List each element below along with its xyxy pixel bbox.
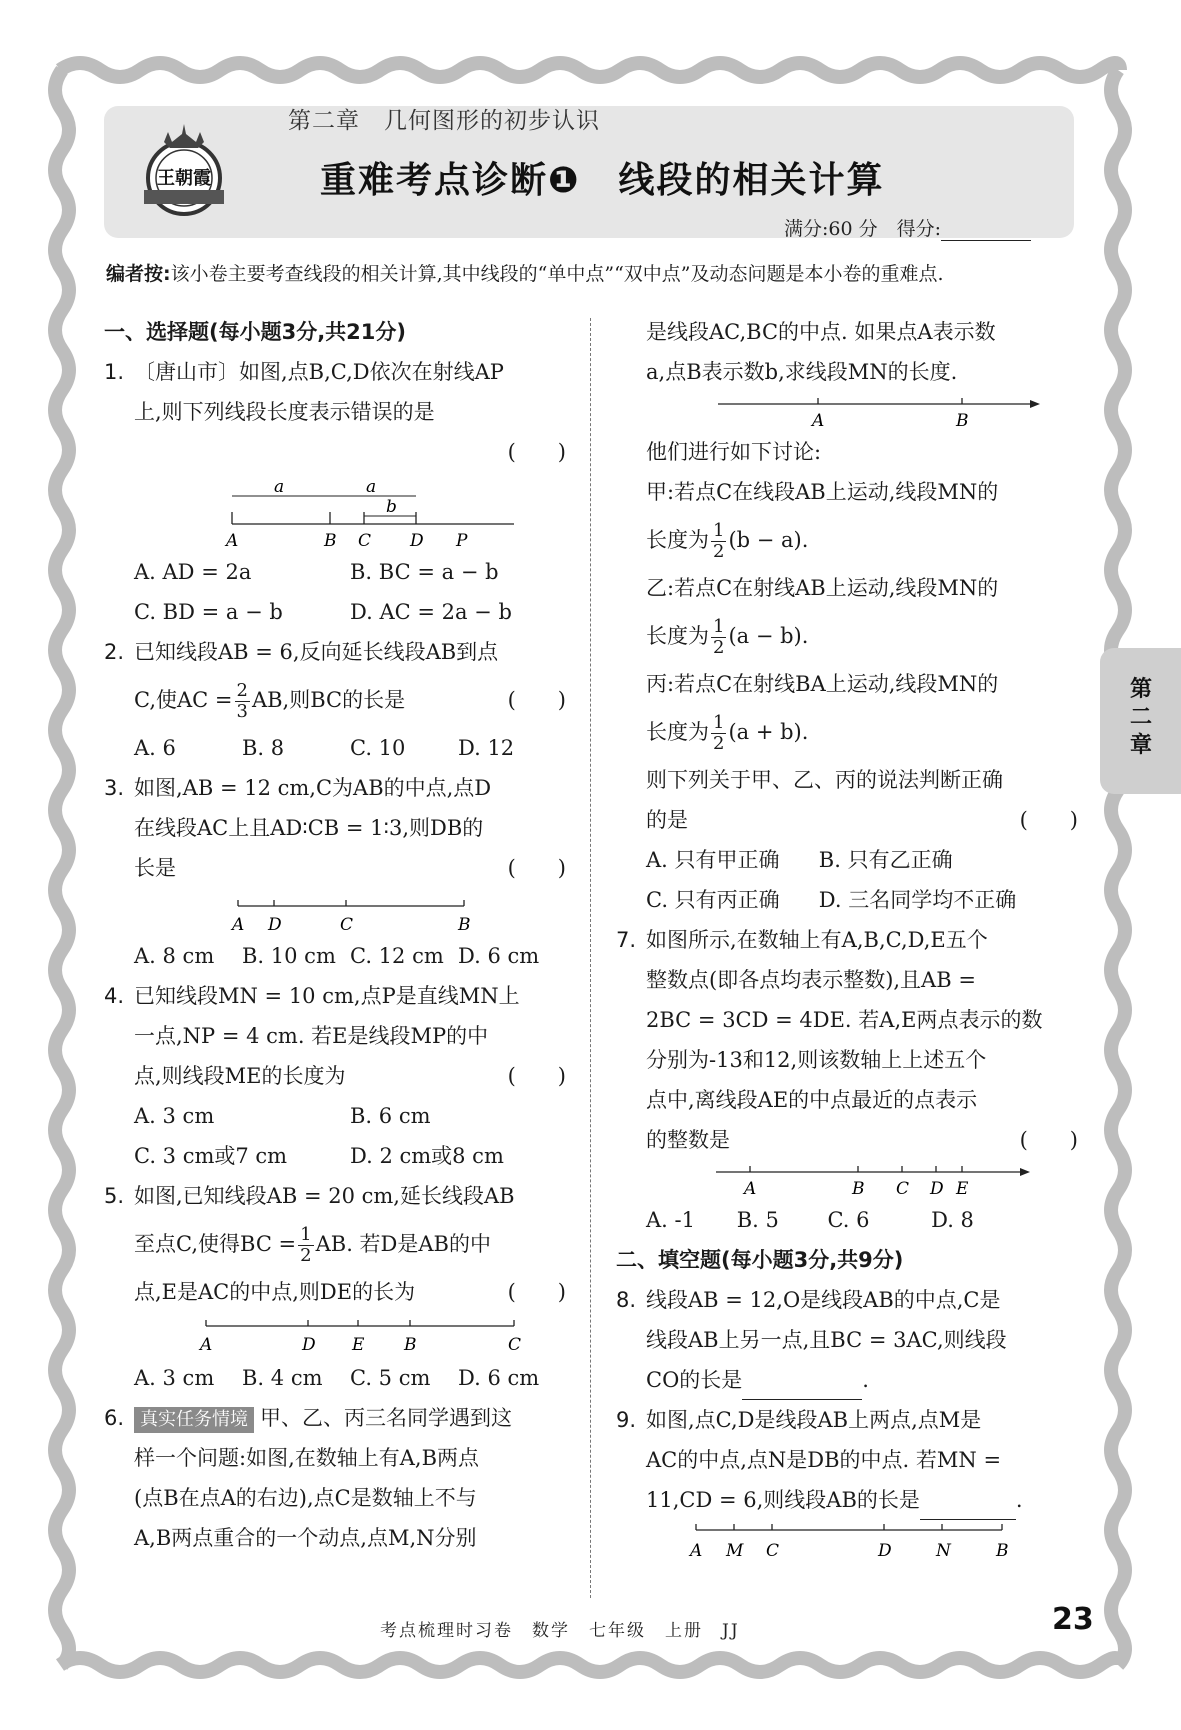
q9-answer-blank[interactable] [920,1497,1016,1520]
left-column [104,312,566,1558]
q3-stem: 长是 [134,856,176,880]
q5-label: D [302,1335,316,1355]
q1-label: C [358,531,372,551]
q1-mark: b [386,497,397,517]
q5-label: C [508,1335,522,1355]
q8-stem-line [646,1360,1078,1400]
q9-stem: . [1015,1488,1023,1512]
q7-number-line [646,1160,1078,1200]
q6-bing: (a + b). [728,720,809,744]
q3-options [134,936,566,976]
option-b[interactable]: B. 8 [242,736,285,760]
q7-stem: 如图所示,在数轴上有A,B,C,D,E五个 [646,928,988,952]
option-c[interactable]: C. 10 [350,736,406,760]
option-c[interactable]: C. 12 cm [350,944,444,968]
q1-label: P [456,531,468,551]
option-b[interactable]: B. BC = a − b [350,560,499,584]
chapter-side-tab [1100,648,1181,794]
q3-answer-paren[interactable]: ( ) [507,856,566,880]
q5-figure [134,1312,566,1358]
q7-stem: 点中,离线段AE的中点最近的点表示 [646,1088,978,1112]
question-3 [104,768,566,976]
q6-jia-line [646,512,1078,568]
fraction [235,681,250,722]
option-a[interactable]: A. AD = 2a [134,560,252,584]
q4-stem: 一点,NP = 4 cm. 若E是线段MP的中 [134,1024,489,1048]
q9-stem: AC的中点,点N是DB的中点. 若MN = [646,1448,1002,1472]
q6-jia: 长度为 [646,528,709,552]
editor-note-text: 该小卷主要考查线段的相关计算,其中线段的“单中点”“双中点”及动态问题是本小卷的重难点. [170,263,944,285]
fraction [298,1225,313,1266]
q2-stem: C,使AC = [134,688,233,712]
q1-label: D [410,531,424,551]
q5-label: B [404,1335,417,1355]
q7-stem: 2BC = 3CD = 4DE. 若A,E两点表示的数 [646,1008,1043,1032]
q1-stem: 上,则下列线段长度表示错误的是 [134,400,435,424]
q6-yi: 乙:若点C在射线AB上运动,线段MN的 [646,576,999,600]
q7-label: A [744,1179,757,1199]
fraction-numerator: 1 [713,712,725,733]
option-b[interactable]: B. 4 cm [242,1366,323,1390]
q6-jia: (b − a). [728,528,809,552]
score-line [784,214,1031,241]
fraction-denominator: 2 [713,541,725,562]
q6-bing-line [646,704,1078,760]
q6-label: A [812,411,825,431]
option-d[interactable]: D. AC = 2a − b [350,600,512,624]
option-b[interactable]: B. 5 [736,1208,779,1232]
question-6-continued [616,312,1078,920]
question-8 [616,1280,1078,1400]
q6-stem: 样一个问题:如图,在数轴上有A,B两点 [134,1446,480,1470]
score-blank[interactable] [941,222,1031,241]
q1-stem: 〔唐山市〕如图,点B,C,D依次在射线AP [134,360,504,384]
q6-question-line [646,800,1078,840]
q3-label: D [268,915,282,935]
page-number: 23 [1052,1602,1094,1637]
question-4 [104,976,566,1176]
option-d[interactable]: D. 2 cm或8 cm [350,1144,504,1168]
question-number: 4. [104,984,125,1008]
q5-stem: 如图,已知线段AB = 20 cm,延长线段AB [134,1184,515,1208]
q5-options [134,1358,566,1398]
q3-label: C [340,915,354,935]
q6-number-line [646,392,1078,432]
q9-label: M [726,1541,744,1561]
q8-stem: 线段AB = 12,O是线段AB的中点,C是 [646,1288,1001,1312]
q7-label: B [852,1179,865,1199]
option-a[interactable]: A. 只有甲正确 [646,848,780,872]
question-number: 9. [616,1408,637,1432]
q6-stem: A,B两点重合的一个动点,点M,N分别 [134,1526,477,1550]
q6-stem: a,点B表示数b,求线段MN的长度. [646,360,958,384]
question-number: 3. [104,776,125,800]
q9-figure [646,1520,1078,1566]
q4-options [134,1096,566,1176]
q9-stem: 11,CD = 6,则线段AB的长是 [646,1488,920,1512]
option-b[interactable]: B. 6 cm [350,1104,431,1128]
q8-answer-blank[interactable] [742,1377,862,1400]
question-number: 5. [104,1184,125,1208]
q2-stem-line [134,672,566,728]
option-c[interactable]: C. BD = a − b [134,600,283,624]
q7-stem: 的整数是 [646,1128,730,1152]
q6-question: 的是 [646,808,688,832]
question-1 [104,352,566,632]
q7-options [646,1200,1078,1240]
q6-jia: 甲:若点C在线段AB上运动,线段MN的 [646,480,999,504]
option-c[interactable]: C. 6 [827,1208,870,1232]
option-d[interactable]: D. 6 cm [458,944,540,968]
fraction-denominator: 2 [300,1245,312,1266]
q6-stem: 是线段AC,BC的中点. 如果点A表示数 [646,320,996,344]
q6-yi-line [646,608,1078,664]
q4-stem-line [134,1056,566,1096]
question-number: 2. [104,640,125,664]
option-a[interactable]: A. 8 cm [134,944,215,968]
score-label: 满分:60 分 得分: [784,218,942,240]
fraction [711,521,726,562]
q6-stem: (点B在点A的右边),点C是数轴上不与 [134,1486,477,1510]
editor-note-label: 编者按: [106,263,171,285]
q4-stem: 点,则线段ME的长度为 [134,1064,346,1088]
q4-answer-paren[interactable]: ( ) [507,1064,566,1088]
option-b[interactable]: B. 只有乙正确 [818,848,953,872]
q3-figure [134,888,566,936]
q1-label: A [226,531,239,551]
q1-label: B [324,531,337,551]
q5-answer-paren[interactable]: ( ) [507,1280,566,1304]
question-number: 1. [104,360,125,384]
q6-bing: 丙:若点C在射线BA上运动,线段MN的 [646,672,999,696]
q6-options [646,840,1078,920]
q1-mark: a [366,477,377,497]
q8-stem: CO的长是 [646,1368,743,1392]
q4-stem: 已知线段MN = 10 cm,点P是直线MN上 [134,984,520,1008]
q6-stem: 甲、乙、丙三名同学遇到这 [260,1406,512,1430]
option-d[interactable]: D. 6 cm [458,1366,540,1390]
q5-label: E [352,1335,365,1355]
q7-stem: 整数点(即各点均表示整数),且AB = [646,968,976,992]
fraction-denominator: 2 [713,733,725,754]
q9-stem-line [646,1480,1078,1520]
q7-stem-line [646,1120,1078,1160]
q8-stem: 线段AB上另一点,且BC = 3AC,则线段 [646,1328,1007,1352]
q3-label: B [458,915,471,935]
option-a[interactable]: A. 6 [134,736,176,760]
q6-yi: 长度为 [646,624,709,648]
option-a[interactable]: A. 3 cm [134,1366,215,1390]
q9-label: N [936,1541,951,1561]
q2-stem: 已知线段AB = 6,反向延长线段AB到点 [134,640,499,664]
option-b[interactable]: B. 10 cm [242,944,336,968]
q6-answer-paren[interactable]: ( ) [1019,808,1078,832]
q5-stem: AB. 若D是AB的中 [315,1232,491,1256]
q9-label: C [766,1541,780,1561]
fraction [711,713,726,754]
option-d[interactable]: D. 8 [931,1208,974,1232]
q9-label: A [690,1541,703,1561]
option-d[interactable]: D. 三名同学均不正确 [818,888,1017,912]
section-2-title: 二、填空题(每小题3分,共9分) [616,1248,904,1272]
page-title: 重难考点诊断❶ 线段的相关计算 [320,160,885,201]
side-tab-label: 第二章 [1130,677,1153,758]
q9-label: D [878,1541,892,1561]
q2-stem: AB,则BC的长是 [251,688,406,712]
q3-stem: 如图,AB = 12 cm,C为AB的中点,点D [134,776,492,800]
q6-label: B [956,411,969,431]
editor-note [106,258,1066,290]
q3-stem: 在线段AC上且AD∶CB = 1∶3,则DB的 [134,816,484,840]
q9-stem: 如图,点C,D是线段AB上两点,点M是 [646,1408,982,1432]
scenario-tag: 真实任务情境 [134,1407,254,1433]
question-number: 7. [616,928,637,952]
question-2 [104,632,566,768]
publisher-logo [138,120,230,220]
option-d[interactable]: D. 12 [458,736,515,760]
q2-options [134,728,566,768]
section-1-title: 一、选择题(每小题3分,共21分) [104,320,407,344]
q5-stem: 至点C,使得BC = [134,1232,297,1256]
column-divider [590,318,591,1598]
fraction [711,617,726,658]
q5-stem-line [134,1216,566,1272]
q6-stem-line [134,1398,566,1438]
q6-question: 则下列关于甲、乙、丙的说法判断正确 [646,768,1003,792]
question-number: 6. [104,1406,125,1430]
q5-stem: 点,E是AC的中点,则DE的长为 [134,1280,416,1304]
fraction-denominator: 2 [713,637,725,658]
page-footer: 考点梳理时习卷 数学 七年级 上册 JJ [380,1621,740,1641]
chapter-title: 第二章 几何图形的初步认识 [288,108,600,134]
q7-label: E [956,1179,969,1199]
q6-discussion: 他们进行如下讨论: [646,440,822,464]
q5-stem-line [134,1272,566,1312]
q1-options [134,552,566,632]
question-number: 8. [616,1288,637,1312]
fraction-denominator: 3 [236,701,248,722]
q7-answer-paren[interactable]: ( ) [1019,1128,1078,1152]
fraction-numerator: 1 [713,520,725,541]
q1-figure [134,472,566,552]
q1-mark: a [274,477,285,497]
q3-label: A [232,915,245,935]
fraction-numerator: 1 [713,616,725,637]
option-c[interactable]: C. 3 cm或7 cm [134,1144,288,1168]
q1-answer-paren[interactable]: ( ) [507,440,566,464]
option-c[interactable]: C. 只有丙正确 [646,888,780,912]
q6-bing: 长度为 [646,720,709,744]
logo-text: 王朝霞 [157,168,211,189]
fraction-numerator: 1 [300,1224,312,1245]
q6-yi: (a − b). [728,624,809,648]
q2-answer-paren[interactable]: ( ) [507,688,566,712]
question-5 [104,1176,566,1398]
q8-stem: . [862,1368,869,1392]
q3-stem-line [134,848,566,888]
q5-label: A [200,1335,213,1355]
question-9 [616,1400,1078,1566]
q7-stem: 分别为-13和12,则该数轴上上述五个 [646,1048,987,1072]
fraction-numerator: 2 [236,680,248,701]
right-column [616,312,1078,1566]
option-a[interactable]: A. -1 [646,1208,695,1232]
q7-label: C [896,1179,910,1199]
question-6 [104,1398,566,1558]
q9-label: B [996,1541,1009,1561]
option-c[interactable]: C. 5 cm [350,1366,431,1390]
q7-label: D [930,1179,944,1199]
question-7 [616,920,1078,1240]
option-a[interactable]: A. 3 cm [134,1104,215,1128]
